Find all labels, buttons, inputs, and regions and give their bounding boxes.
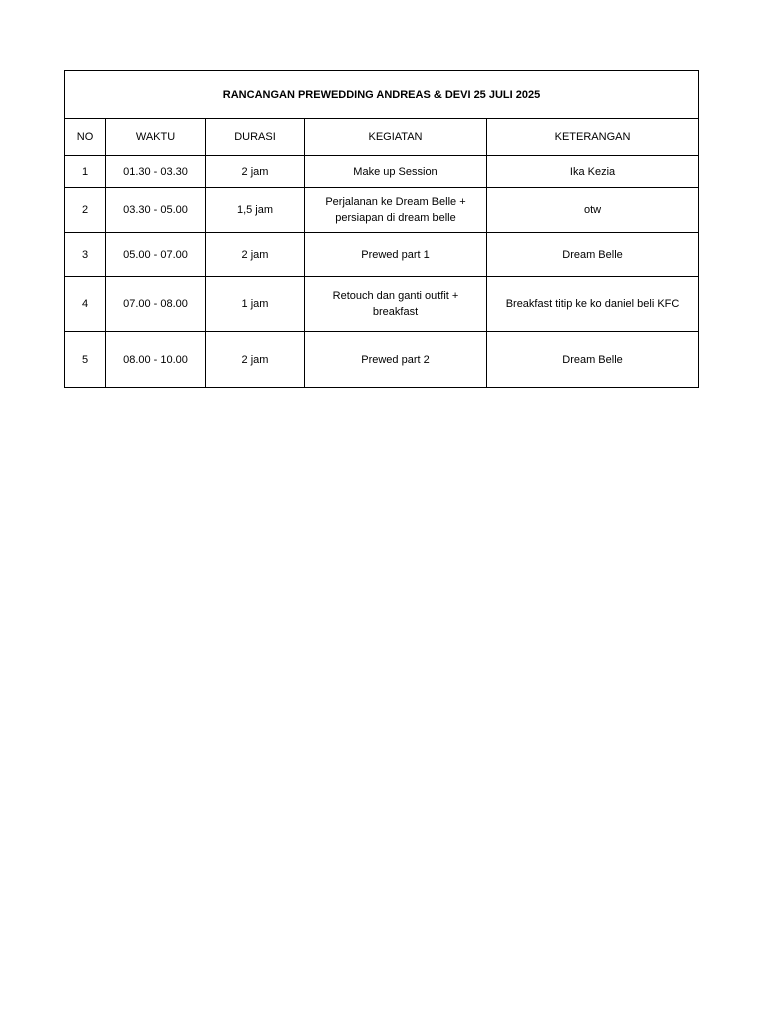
column-header-durasi: DURASI [206, 119, 305, 156]
header-row [65, 119, 699, 156]
cell-durasi: 1,5 jam [206, 188, 305, 233]
table-title: RANCANGAN PREWEDDING ANDREAS & DEVI 25 JULI 2025 [65, 71, 699, 119]
cell-kegiatan: Make up Session [305, 156, 487, 188]
cell-no: 3 [65, 233, 106, 277]
cell-waktu: 03.30 - 05.00 [106, 188, 206, 233]
table-row [65, 188, 699, 233]
table-row [65, 156, 699, 188]
cell-durasi: 2 jam [206, 332, 305, 388]
cell-waktu: 07.00 - 08.00 [106, 277, 206, 332]
cell-durasi: 2 jam [206, 156, 305, 188]
cell-keterangan: Dream Belle [487, 233, 699, 277]
table-row [65, 233, 699, 277]
cell-kegiatan: Retouch dan ganti outfit + breakfast [305, 277, 487, 332]
cell-keterangan: Dream Belle [487, 332, 699, 388]
cell-keterangan: Ika Kezia [487, 156, 699, 188]
column-header-waktu: WAKTU [106, 119, 206, 156]
cell-kegiatan: Prewed part 1 [305, 233, 487, 277]
column-header-kegiatan: KEGIATAN [305, 119, 487, 156]
schedule-table [64, 70, 699, 388]
cell-no: 1 [65, 156, 106, 188]
cell-kegiatan: Prewed part 2 [305, 332, 487, 388]
cell-waktu: 08.00 - 10.00 [106, 332, 206, 388]
table-row [65, 277, 699, 332]
cell-keterangan: otw [487, 188, 699, 233]
cell-no: 5 [65, 332, 106, 388]
cell-durasi: 1 jam [206, 277, 305, 332]
cell-no: 4 [65, 277, 106, 332]
cell-keterangan: Breakfast titip ke ko daniel beli KFC [487, 277, 699, 332]
cell-waktu: 05.00 - 07.00 [106, 233, 206, 277]
table-row [65, 332, 699, 388]
column-header-no: NO [65, 119, 106, 156]
cell-waktu: 01.30 - 03.30 [106, 156, 206, 188]
column-header-keterangan: KETERANGAN [487, 119, 699, 156]
cell-no: 2 [65, 188, 106, 233]
cell-durasi: 2 jam [206, 233, 305, 277]
cell-kegiatan: Perjalanan ke Dream Belle + persiapan di dream belle [305, 188, 487, 233]
